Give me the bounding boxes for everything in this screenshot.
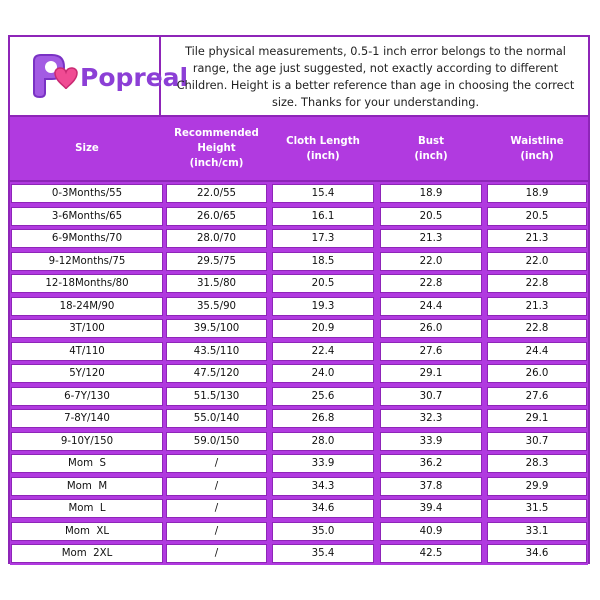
cell-recommended-height: 51.5/130 (166, 387, 267, 406)
cell-recommended-height: 39.5/100 (166, 319, 267, 338)
cell-waistline: 29.9 (487, 477, 587, 496)
table-row (10, 182, 588, 205)
cell-bust: 29.1 (380, 364, 482, 383)
cell-waistline: 33.1 (487, 522, 587, 541)
cell-waistline: 21.3 (487, 297, 587, 316)
cell-size: 18-24M/90 (11, 297, 163, 316)
table-row (10, 205, 588, 228)
cell-size: Mom S (11, 454, 163, 473)
table-row (10, 430, 588, 453)
cell-bust: 30.7 (380, 387, 482, 406)
cell-cloth-length: 19.3 (272, 297, 374, 316)
cell-cloth-length: 35.4 (272, 544, 374, 563)
cell-size: Mom XL (11, 522, 163, 541)
cell-waistline: 29.1 (487, 409, 587, 428)
cell-cloth-length: 22.4 (272, 342, 374, 361)
cell-recommended-height: / (166, 522, 267, 541)
cell-bust: 40.9 (380, 522, 482, 541)
table-row (10, 520, 588, 543)
cell-bust: 33.9 (380, 432, 482, 451)
cell-size: 7-8Y/140 (11, 409, 163, 428)
column-header-cloth-length: Cloth Length (inch) (286, 135, 360, 162)
cell-recommended-height: 59.0/150 (166, 432, 267, 451)
cell-size: 9-12Months/75 (11, 252, 163, 271)
cell-waistline: 26.0 (487, 364, 587, 383)
cell-cloth-length: 18.5 (272, 252, 374, 271)
cell-waistline: 22.8 (487, 319, 587, 338)
cell-waistline: 34.6 (487, 544, 587, 563)
cell-bust: 20.5 (380, 207, 482, 226)
table-row (10, 272, 588, 295)
cell-bust: 26.0 (380, 319, 482, 338)
cell-cloth-length: 26.8 (272, 409, 374, 428)
cell-waistline: 28.3 (487, 454, 587, 473)
cell-size: 3T/100 (11, 319, 163, 338)
cell-waistline: 22.0 (487, 252, 587, 271)
table-row (10, 407, 588, 430)
cell-size: 4T/110 (11, 342, 163, 361)
table-row (10, 317, 588, 340)
cell-recommended-height: / (166, 477, 267, 496)
cell-cloth-length: 35.0 (272, 522, 374, 541)
cell-bust: 36.2 (380, 454, 482, 473)
cell-cloth-length: 16.1 (272, 207, 374, 226)
cell-bust: 24.4 (380, 297, 482, 316)
column-header-waistline: Waistline (inch) (510, 135, 564, 162)
cell-recommended-height: 31.5/80 (166, 274, 267, 293)
cell-waistline: 24.4 (487, 342, 587, 361)
table-row (10, 295, 588, 318)
cell-cloth-length: 15.4 (272, 184, 374, 203)
brand-logo (28, 51, 189, 101)
table-row (10, 542, 588, 565)
column-header-size: Size (75, 143, 99, 154)
cell-recommended-height: / (166, 454, 267, 473)
cell-waistline: 30.7 (487, 432, 587, 451)
cell-recommended-height: 29.5/75 (166, 252, 267, 271)
cell-waistline: 27.6 (487, 387, 587, 406)
cell-size: 12-18Months/80 (11, 274, 163, 293)
cell-waistline: 20.5 (487, 207, 587, 226)
cell-recommended-height: / (166, 499, 267, 518)
cell-recommended-height: 47.5/120 (166, 364, 267, 383)
cell-size: 6-9Months/70 (11, 229, 163, 248)
table-row (10, 340, 588, 363)
cell-bust: 32.3 (380, 409, 482, 428)
cell-cloth-length: 25.6 (272, 387, 374, 406)
brand-logo-text: Popreal (80, 63, 189, 92)
cell-recommended-height: 28.0/70 (166, 229, 267, 248)
cell-size: Mom 2XL (11, 544, 163, 563)
cell-recommended-height: 55.0/140 (166, 409, 267, 428)
cell-cloth-length: 24.0 (272, 364, 374, 383)
logo-cell (10, 37, 189, 115)
column-header-recommended-height: Recommended Height (inch/cm) (174, 128, 259, 169)
cell-bust: 22.8 (380, 274, 482, 293)
column-headers (10, 117, 588, 182)
measurement-note: Tile physical measurements, 0.5-1 inch error belongs to the normal range, the age just suggested, not exactly according to different Children. Height is a better reference than age in choosing the correct size. Thanks for your understanding. (176, 45, 575, 109)
table-row (10, 227, 588, 250)
cell-cloth-length: 20.5 (272, 274, 374, 293)
cell-waistline: 22.8 (487, 274, 587, 293)
cell-size: 3-6Months/65 (11, 207, 163, 226)
cell-cloth-length: 17.3 (272, 229, 374, 248)
cell-bust: 39.4 (380, 499, 482, 518)
cell-waistline: 18.9 (487, 184, 587, 203)
cell-waistline: 21.3 (487, 229, 587, 248)
cell-size: 5Y/120 (11, 364, 163, 383)
cell-bust: 27.6 (380, 342, 482, 361)
cell-cloth-length: 33.9 (272, 454, 374, 473)
table-row (10, 362, 588, 385)
cell-recommended-height: 35.5/90 (166, 297, 267, 316)
cell-cloth-length: 20.9 (272, 319, 374, 338)
cell-recommended-height: 26.0/65 (166, 207, 267, 226)
cell-bust: 21.3 (380, 229, 482, 248)
table-row (10, 475, 588, 498)
cell-cloth-length: 34.3 (272, 477, 374, 496)
column-header-bust: Bust (inch) (414, 135, 448, 162)
cell-bust: 42.5 (380, 544, 482, 563)
cell-bust: 22.0 (380, 252, 482, 271)
cell-recommended-height: / (166, 544, 267, 563)
cell-size: 6-7Y/130 (11, 387, 163, 406)
cell-size: 9-10Y/150 (11, 432, 163, 451)
cell-size: Mom M (11, 477, 163, 496)
table-row (10, 452, 588, 475)
table-row (10, 385, 588, 408)
table-row (10, 250, 588, 273)
cell-waistline: 31.5 (487, 499, 587, 518)
cell-cloth-length: 28.0 (272, 432, 374, 451)
logo-mark-icon (28, 51, 88, 101)
size-table-body (10, 182, 588, 565)
cell-recommended-height: 43.5/110 (166, 342, 267, 361)
cell-size: 0-3Months/55 (11, 184, 163, 203)
cell-recommended-height: 22.0/55 (166, 184, 267, 203)
chart-header-row (10, 37, 588, 117)
cell-bust: 37.8 (380, 477, 482, 496)
table-row (10, 497, 588, 520)
size-chart (8, 35, 590, 564)
cell-bust: 18.9 (380, 184, 482, 203)
cell-cloth-length: 34.6 (272, 499, 374, 518)
cell-size: Mom L (11, 499, 163, 518)
